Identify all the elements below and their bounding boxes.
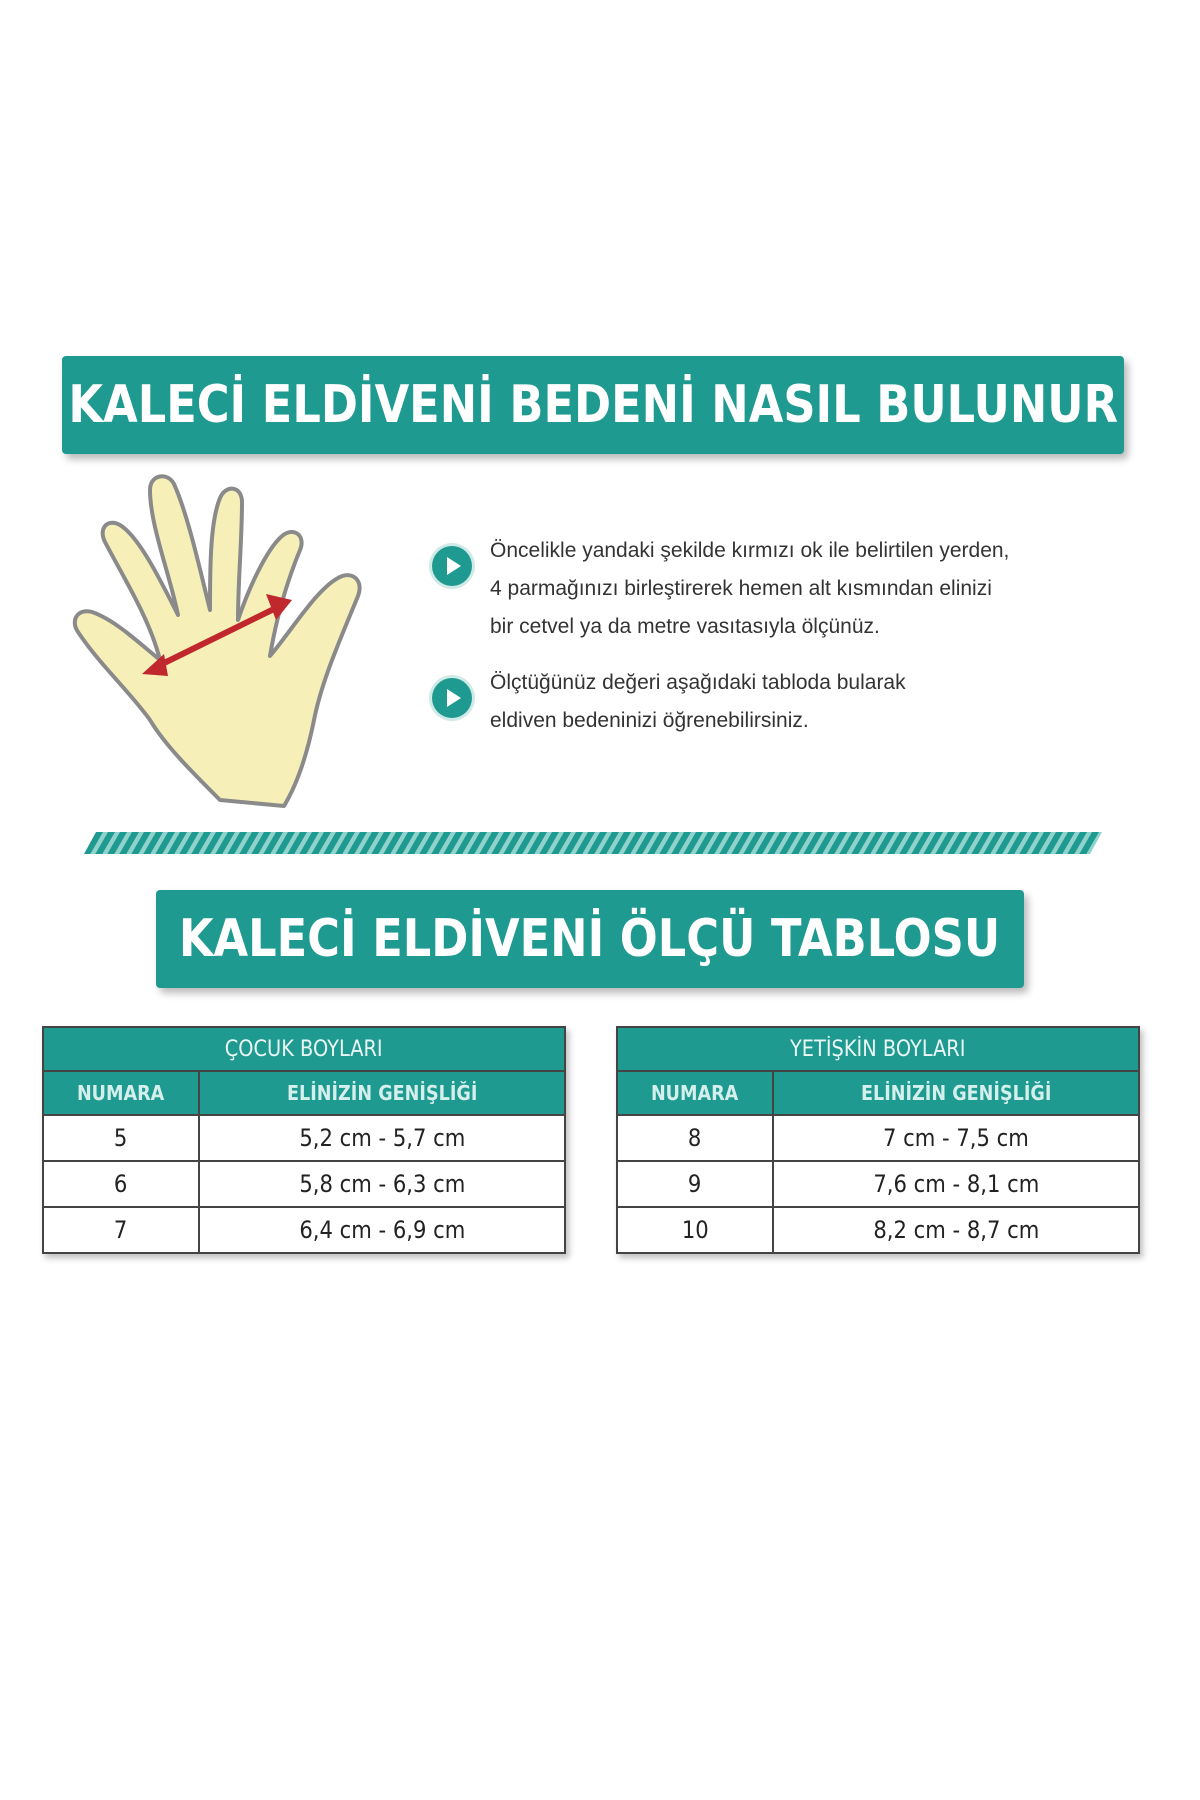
hand-width: 7 cm - 7,5 cm: [773, 1115, 1139, 1161]
table-row: [43, 1207, 565, 1253]
instruction-2-line-2: eldiven bedeninizi öğrenebilirsiniz.: [490, 709, 809, 732]
size-number: 7: [43, 1207, 199, 1253]
instruction-2-line-1: Ölçtüğünüz değeri aşağıdaki tabloda bularak: [490, 671, 906, 694]
adult-size-table: [616, 1026, 1140, 1254]
instruction-2: [432, 664, 1132, 740]
play-circle-icon: [432, 546, 472, 586]
child-header-width: ELİNİZİN GENİŞLİĞİ: [199, 1071, 565, 1115]
striped-divider: [84, 832, 1102, 854]
instruction-1-line-2: 4 parmağınızı birleştirerek hemen alt kısmından elinizi: [490, 577, 992, 600]
instruction-1-line-1: Öncelikle yandaki şekilde kırmızı ok ile belirtilen yerden,: [490, 539, 1010, 562]
table-row: [617, 1207, 1139, 1253]
how-to-find-size-title: KALECİ ELDİVENİ BEDENİ NASIL BULUNUR: [68, 375, 1118, 435]
table-row: [617, 1115, 1139, 1161]
size-number: 5: [43, 1115, 199, 1161]
size-number: 10: [617, 1207, 773, 1253]
instruction-1-line-3: bir cetvel ya da metre vasıtasıyla ölçünüz.: [490, 615, 880, 638]
size-number: 9: [617, 1161, 773, 1207]
child-size-table: [42, 1026, 566, 1254]
adult-header-width: ELİNİZİN GENİŞLİĞİ: [773, 1071, 1139, 1115]
table-row: [43, 1115, 565, 1161]
child-header-number: NUMARA: [43, 1071, 199, 1115]
size-table-banner: [156, 890, 1024, 988]
child-table-title: ÇOCUK BOYLARI: [43, 1027, 565, 1071]
how-to-find-size-banner: [62, 356, 1124, 454]
hand-outline: [75, 476, 360, 806]
hand-illustration: [70, 470, 390, 810]
size-number: 6: [43, 1161, 199, 1207]
size-table-title: KALECİ ELDİVENİ ÖLÇÜ TABLOSU: [179, 909, 1001, 969]
table-row: [617, 1161, 1139, 1207]
hand-width: 8,2 cm - 8,7 cm: [773, 1207, 1139, 1253]
play-circle-icon: [432, 678, 472, 718]
table-row: [43, 1161, 565, 1207]
hand-width: 5,8 cm - 6,3 cm: [199, 1161, 565, 1207]
adult-header-number: NUMARA: [617, 1071, 773, 1115]
hand-width: 5,2 cm - 5,7 cm: [199, 1115, 565, 1161]
adult-table-title: YETİŞKİN BOYLARI: [617, 1027, 1139, 1071]
size-number: 8: [617, 1115, 773, 1161]
hand-width: 6,4 cm - 6,9 cm: [199, 1207, 565, 1253]
instruction-1: [432, 532, 1132, 646]
hand-width: 7,6 cm - 8,1 cm: [773, 1161, 1139, 1207]
